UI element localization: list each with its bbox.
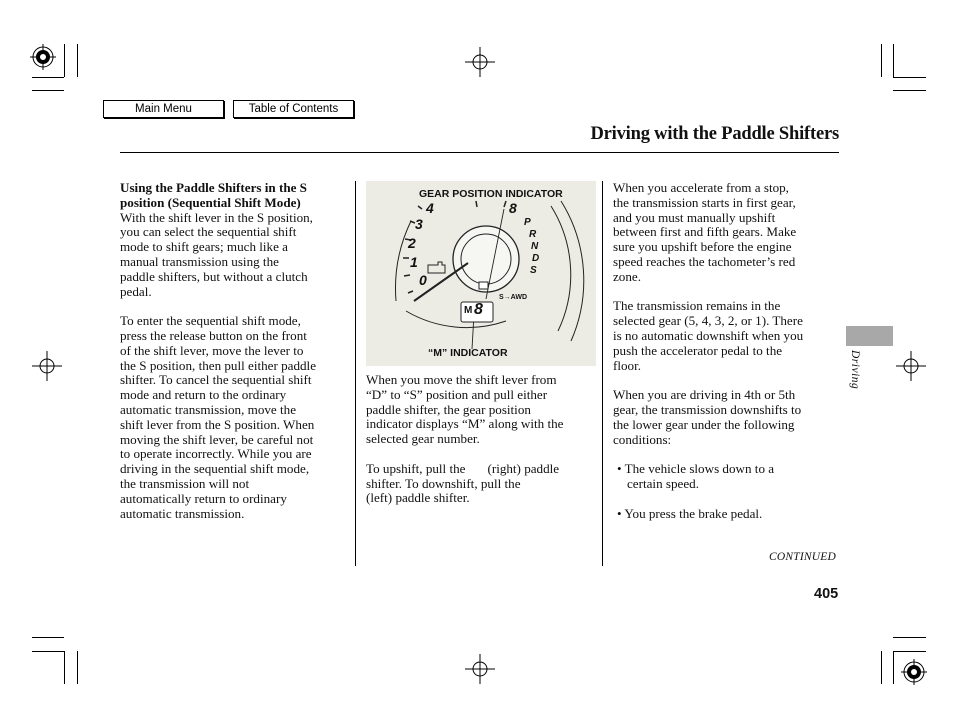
paragraph-line: shifter. To cancel the sequential shift [120, 372, 312, 388]
paragraph [120, 211, 350, 300]
gear-position-indicator-label: GEAR POSITION INDICATOR [419, 188, 563, 200]
paragraph-line: the lower gear under the following [613, 416, 795, 432]
crop-line [881, 651, 882, 684]
paragraph-line: mode to shift gears; much like a [120, 239, 288, 255]
section-tab-label: Driving [849, 350, 861, 390]
paragraph-line: With the shift lever in the S position, [120, 209, 313, 225]
paragraph-line: and you must manually upshift [613, 209, 776, 225]
paragraph-line: gear, the transmission downshifts to [613, 401, 802, 417]
table-of-contents-button[interactable]: Table of Contents [233, 100, 354, 118]
bullet-item-continued: certain speed. [627, 475, 699, 491]
paragraph [366, 373, 598, 447]
section-tab [846, 326, 893, 346]
page-number: 405 [814, 586, 839, 602]
paragraph-line: When you accelerate from a stop, [613, 180, 789, 195]
registration-target-icon [30, 44, 56, 70]
gauge-number: 1 [410, 254, 418, 270]
gear-letter: D [532, 253, 540, 264]
paragraph-line: speed reaches the tachometer’s red [613, 253, 796, 269]
paragraph-line: zone. [613, 268, 641, 284]
paragraph [613, 388, 839, 447]
crop-line [64, 44, 65, 77]
paragraph-line: conditions: [613, 431, 672, 447]
crosshair-mark-icon [32, 351, 62, 381]
gear-indicator-figure [366, 181, 596, 366]
paragraph-line: manual transmission using the [120, 253, 279, 269]
section-heading: Using the Paddle Shifters in the S [120, 180, 307, 195]
gear-letter: R [529, 229, 537, 240]
gauge-number: 4 [426, 200, 434, 216]
gauge-number: 8 [509, 200, 517, 216]
crosshair-mark-icon [896, 351, 926, 381]
crop-line [32, 637, 64, 638]
paragraph-line: driving in the sequential shift mode, [120, 461, 310, 477]
crop-line [893, 44, 894, 77]
gear-number-display: 8 [474, 301, 483, 318]
paragraph-line: shift lever from the S position. When [120, 416, 315, 432]
paragraph-line: is no automatic downshift when you [613, 327, 804, 343]
gauge-number: 0 [419, 272, 427, 288]
paragraph-line: the transmission will not [120, 475, 250, 491]
paragraph-line: “D” to “S” position and pull either [366, 386, 548, 402]
column-divider [602, 181, 603, 566]
paragraph-line: floor. [613, 357, 642, 373]
paragraph-line: the transmission starts in first gear, [613, 194, 796, 210]
paragraph-line: The transmission remains in the [613, 298, 781, 314]
paragraph [613, 299, 839, 373]
section-heading: position (Sequential Shift Mode) [120, 194, 301, 210]
crop-line [893, 651, 894, 684]
crop-line [893, 90, 926, 91]
crop-line [893, 77, 926, 78]
paragraph-line: indicator displays “M” along with the [366, 416, 564, 432]
column-divider [355, 181, 356, 566]
paragraph-line: pedal. [120, 283, 152, 299]
crosshair-mark-icon [465, 654, 495, 684]
paragraph-line: you can select the sequential shift [120, 224, 297, 240]
paragraph-line: (left) paddle shifter. [366, 490, 470, 506]
paragraph-line: between first and fifth gears. Make [613, 224, 797, 240]
paragraph-line: When you move the shift lever from [366, 372, 557, 387]
paragraph-line: automatically return to ordinary [120, 490, 287, 506]
bullet-item: • The vehicle slows down to a [617, 461, 775, 477]
paragraph-line: sure you upshift before the engine [613, 239, 792, 255]
crop-line [881, 44, 882, 77]
paragraph-line: of the shift lever, move the lever to [120, 342, 304, 358]
continued-label: CONTINUED [769, 551, 836, 563]
crop-line [77, 651, 78, 684]
gauge-illustration [366, 181, 596, 366]
text-span: To upshift, pull the [366, 460, 466, 476]
paragraph [613, 181, 839, 285]
paragraph-line: automatic transmission, move the [120, 401, 297, 417]
paragraph-line: paddle shifter, the gear position [366, 401, 531, 417]
paragraph-line: selected gear number. [366, 431, 480, 447]
main-menu-button[interactable]: Main Menu [103, 100, 224, 118]
registration-target-icon [901, 659, 927, 685]
gear-letter: S [530, 265, 537, 276]
paragraph-line: the S position, then pull either paddle [120, 357, 317, 373]
column-middle [366, 373, 598, 506]
page-title: Driving with the Paddle Shifters [590, 124, 839, 144]
crop-line [64, 651, 65, 684]
bullet-item: • You press the brake pedal. [617, 505, 763, 521]
crosshair-mark-icon [465, 47, 495, 77]
paragraph-line: mode and return to the ordinary [120, 387, 287, 403]
gear-letter: N [531, 241, 539, 252]
paragraph-line [366, 462, 598, 477]
gauge-number: 3 [415, 216, 423, 232]
column-left [120, 181, 350, 521]
m-indicator: M [464, 305, 473, 316]
crop-line [32, 651, 64, 652]
text-span: (right) paddle [487, 460, 560, 476]
crop-line [32, 90, 64, 91]
paragraph-line: press the release button on the front [120, 327, 307, 343]
paragraph-line: paddle shifters, but without a clutch [120, 268, 308, 284]
paragraph-line: to operate incorrectly. While you are [120, 446, 312, 462]
paragraph-line: shifter. To downshift, pull the [366, 475, 521, 491]
crop-line [893, 651, 926, 652]
title-rule [120, 152, 839, 153]
paragraph-line: When you are driving in 4th or 5th [613, 387, 796, 403]
paragraph-line: automatic transmission. [120, 505, 245, 521]
column-right [613, 181, 839, 521]
paragraph-line: To enter the sequential shift mode, [120, 313, 301, 329]
gauge-number: 2 [408, 235, 416, 251]
paragraph-line: selected gear (5, 4, 3, 2, or 1). There [613, 313, 803, 329]
crop-line [77, 44, 78, 77]
paragraph-line: moving the shift lever, be careful not [120, 431, 314, 447]
paragraph [120, 314, 350, 521]
paragraph-line: push the accelerator pedal to the [613, 342, 783, 358]
crop-line [893, 637, 926, 638]
crop-line [32, 77, 64, 78]
m-indicator-label: “M” INDICATOR [428, 347, 508, 359]
gear-letter: P [524, 217, 531, 228]
awd-label: S→AWD [499, 294, 527, 301]
